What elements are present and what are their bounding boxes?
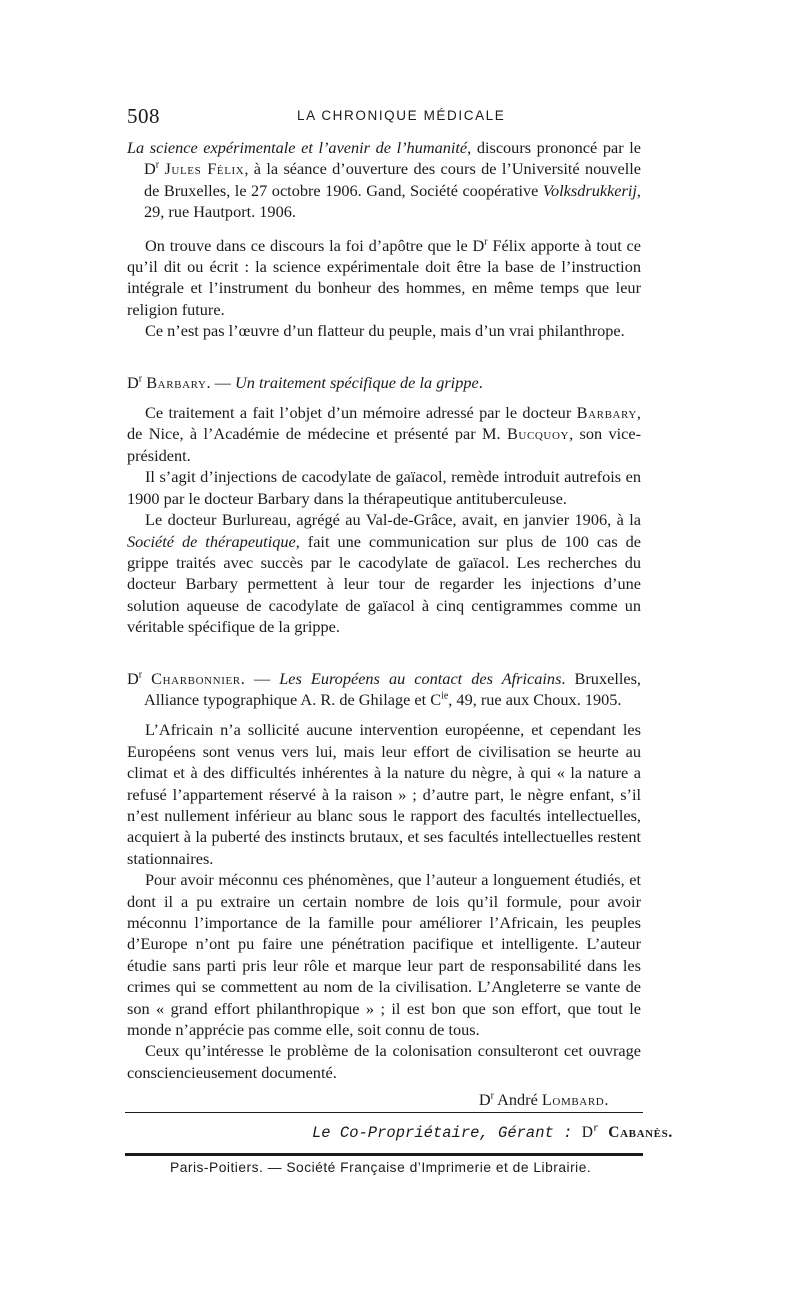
review-2-paragraph: Ce traitement a fait l’objet d’un mémoire adressé par le docteur Barbary, de Nice, à l’Académie de médecine et présenté par M. Bucquoy, son vice-président. — [127, 403, 641, 465]
review-1-publisher: Volksdrukkerij — [542, 180, 637, 200]
review-3-citation: $D^r$ Charbonnier. — Les Européens au contact des Africains. Bruxelles, Alliance typographique A. R. de Ghilage et $C^{ie}$, 49, rue aux Choux. 1905. — [127, 668, 641, 709]
page-header — [127, 104, 641, 132]
imprint-rule — [125, 1153, 643, 1156]
page-number: 508 — [127, 104, 160, 128]
review-3-paragraph: L’Africain n’a sollicité aucune intervention européenne, et cependant les Européens sont venus vers lui, mais leur effort de civilisation se heurte au climat et à des difficultés inhérentes à la nature du nègre, à qui « la nature a refusé l’appartement réservé à la raison » ; d’autre part, le nègre enfant, s’il n’est nullement inférieur au blanc sous le rapport des facultés intellectuelles, acquiert à la puberté des instincts brutaux, et ses facultés intellectuelles restent stationnaires. — [127, 720, 641, 868]
review-3-paragraph: Ceux qu’intéresse le problème de la colonisation consulteront cet ouvrage consciencieusement documenté. — [127, 1041, 641, 1082]
page-body — [127, 137, 641, 1111]
review-2-citation: $D^r$ Barbary. — Un traitement spécifique de la grippe. — [127, 372, 483, 392]
footer-rule — [125, 1112, 643, 1113]
review-2-author: Barbary — [146, 372, 207, 392]
gerant-line: Le Co-Propriétaire, Gérant : $D^r$ Cabanès. — [312, 1123, 673, 1142]
review-2-paragraph: Il s’agit d’injections de cacodylate de gaïacol, remède introduit autrefois en 1900 par le docteur Barbary dans la thérapeutique antituberculeuse. — [127, 467, 641, 508]
review-signature: $D^r$ André Lombard. — [478, 1090, 609, 1110]
review-2-paragraph: Le docteur Burlureau, agrégé au Val-de-Grâce, avait, en janvier 1906, à la Société de thérapeutique, fait une communication sur plus de 100 cas de grippe traités avec succès par le cacodylate de gaïacol. Les recherches du docteur Barbary permettent à leur tour de regarder les injections d’une solution aqueuse de cacodylate de gaïacol à cinq centigrammes comme un véritable spécifique de la grippe. — [127, 510, 642, 637]
running-head: LA CHRONIQUE MÉDICALE — [297, 108, 506, 123]
review-3-paragraph: Pour avoir méconnu ces phénomènes, que l’auteur a longuement étudiés, et dont il a pu extraire un certain nombre de lois qu’il formule, pour avoir méconnu l’importance de la famille pour améliorer l’Africain, les peuples d’Europe n’ont pu faire une pénétration pacifique et intelligente. L’auteur étudie sans parti pris leur rôle et marque leur part de responsabilité dans les crimes qui se commettent au nom de la civilisation. L’Angleterre se vante de son « grand effort philanthropique » ; il est bon que son effort, que tout le monde n’apprécie pas comme elle, soit connu de tous. — [127, 870, 641, 1040]
review-1-paragraph: Ce n’est pas l’œuvre d’un flatteur du peuple, mais d’un vrai philanthrope. — [145, 321, 625, 341]
review-1-title: La science expérimentale et l’avenir de l’humanité — [127, 138, 468, 157]
review-3-author: Charbonnier — [151, 668, 241, 688]
review-2-title: Un traitement spécifique de la grippe — [234, 372, 479, 392]
review-1-author: Jules Félix — [164, 159, 245, 179]
gerant-name: Cabanès. — [608, 1124, 673, 1141]
review-1-paragraph: On trouve dans ce discours la foi d’apôtre que le $D^r$ Félix apporte à tout ce qu’il dit ou écrit : la science expérimentale doit être la base de l’instruction intégrale et l’instrument du bonheur des hommes, en même temps que leur religion future. — [127, 235, 642, 319]
review-1-citation: La science expérimentale et l’avenir de l’humanité, discours prononcé par le $D^r$ Jules Félix, à la séance d’ouverture des cours de l’Université nouvelle de Bruxelles, le 27 octobre 1906. Gand, Société coopérative Volksdrukkerij, 29, rue Hautport. 1906. — [127, 138, 642, 222]
review-3-title: Les Européens au contact des Africains — [279, 668, 562, 688]
printer-imprint: Paris-Poitiers. — Société Française d’Imprimerie et de Librairie. — [170, 1160, 592, 1175]
